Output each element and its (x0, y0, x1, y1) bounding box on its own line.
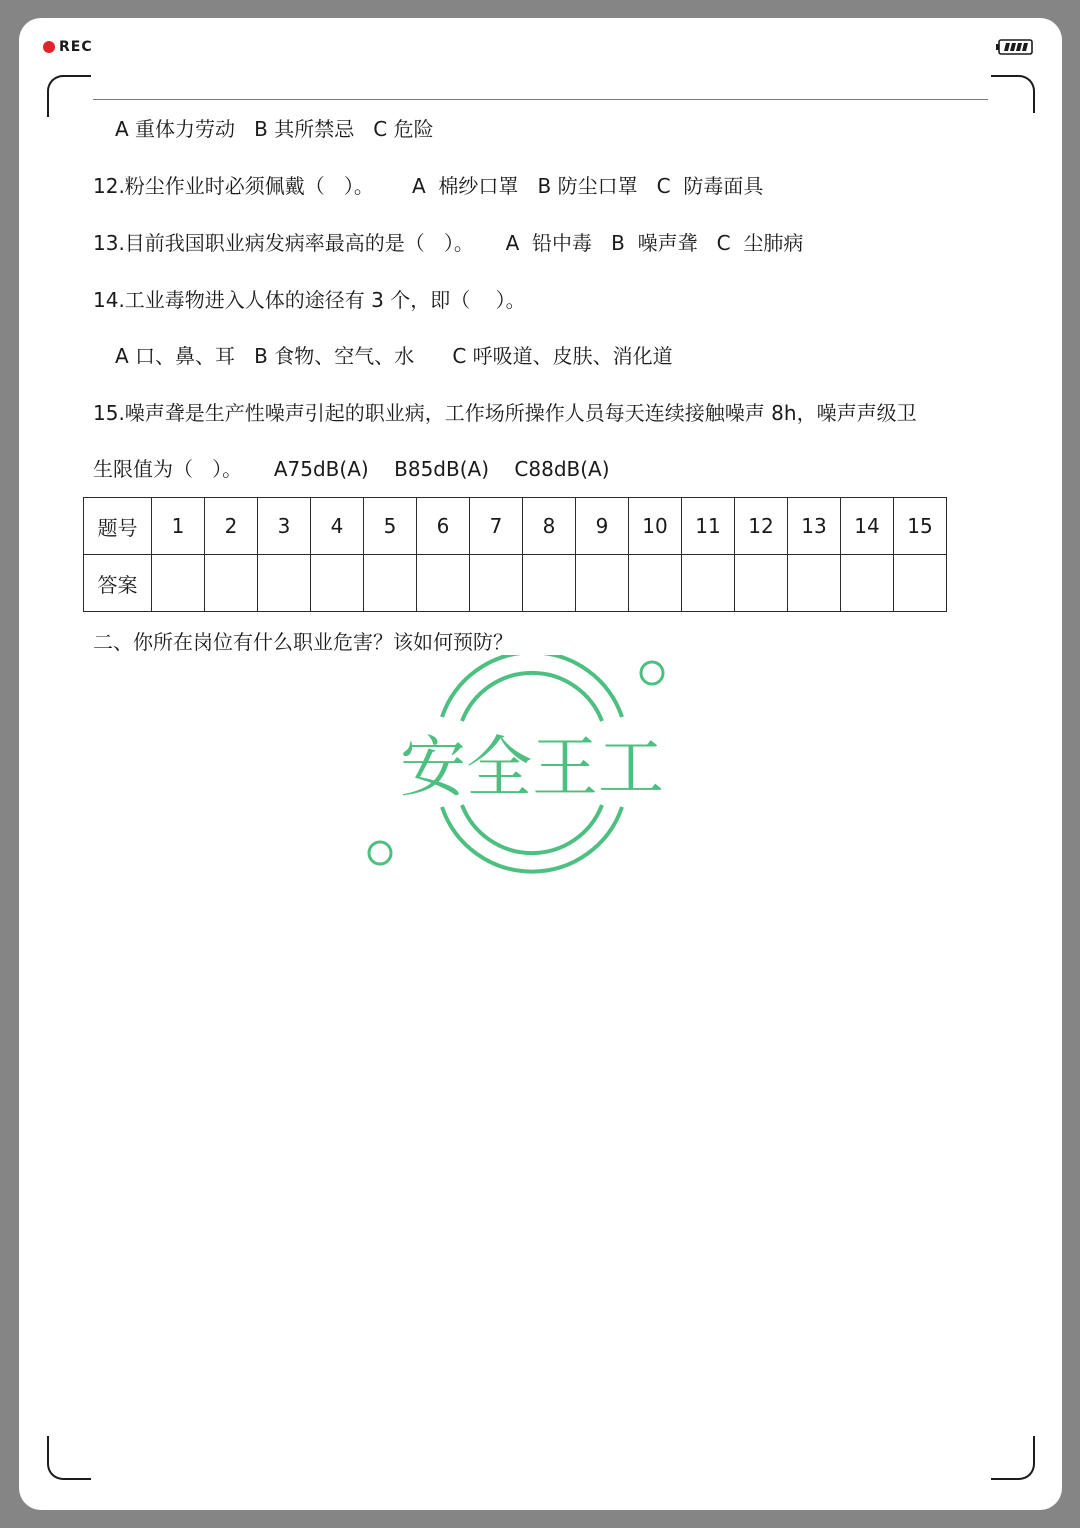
question-number-cell: 6 (417, 498, 470, 555)
viewfinder-corner-top-left (47, 75, 91, 117)
answer-cell (576, 555, 629, 612)
question-15-line1: 15.噪声聋是生产性噪声引起的职业病，工作场所操作人员每天连续接触噪声 8h，噪声声级卫 (93, 401, 917, 425)
record-dot-icon (43, 41, 55, 53)
question-number-cell: 7 (470, 498, 523, 555)
question-number-cell: 3 (258, 498, 311, 555)
answer-cell (205, 555, 258, 612)
question-14: 14.工业毒物进入人体的途径有 3 个，即（ ）。 (93, 288, 526, 312)
section-2-title: 二、你所在岗位有什么职业危害？该如何预防？ (93, 630, 513, 654)
question-number-cell: 11 (682, 498, 735, 555)
answer-cell (523, 555, 576, 612)
header-rule (93, 99, 988, 100)
question-number-cell: 2 (205, 498, 258, 555)
viewfinder-corner-top-right (991, 75, 1035, 113)
answer-cell (152, 555, 205, 612)
question-number-cell: 5 (364, 498, 417, 555)
answer-cell (417, 555, 470, 612)
answer-label-cell: 答案 (84, 555, 152, 612)
q14-options: A 口、鼻、耳 B 食物、空气、水 C 呼吸道、皮肤、消化道 (115, 344, 673, 368)
question-number-cell: 15 (894, 498, 947, 555)
viewfinder-corner-bottom-right (991, 1436, 1035, 1480)
question-number-cell: 9 (576, 498, 629, 555)
stamp-text: 安全王工 (400, 729, 664, 806)
watermark-stamp (362, 655, 692, 875)
answer-cell (894, 555, 947, 612)
answer-cell (841, 555, 894, 612)
table-row-numbers (84, 498, 947, 555)
recording-indicator (43, 38, 93, 56)
question-13: 13.目前我国职业病发病率最高的是（ ）。 A 铅中毒 B 噪声聋 C 尘肺病 (93, 231, 804, 255)
q11-options: A 重体力劳动 B 其所禁忌 C 危险 (115, 117, 434, 141)
table-row-answers (84, 555, 947, 612)
answer-cell (470, 555, 523, 612)
rec-label: REC (59, 39, 93, 55)
question-number-cell: 13 (788, 498, 841, 555)
viewfinder-corner-bottom-left (47, 1436, 91, 1480)
answer-cell (311, 555, 364, 612)
answer-cell (682, 555, 735, 612)
answer-cell (364, 555, 417, 612)
question-number-cell: 10 (629, 498, 682, 555)
question-number-cell: 4 (311, 498, 364, 555)
question-12: 12.粉尘作业时必须佩戴（ ）。 A 棉纱口罩 B 防尘口罩 C 防毒面具 (93, 174, 764, 198)
answer-cell (629, 555, 682, 612)
answer-cell (735, 555, 788, 612)
question-15-line2: 生限值为（ ）。 A75dB(A) B85dB(A) C88dB(A) (93, 457, 610, 481)
answer-cell (258, 555, 311, 612)
question-number-cell: 1 (152, 498, 205, 555)
question-number-cell: 14 (841, 498, 894, 555)
header-label-cell: 题号 (84, 498, 152, 555)
battery-icon (996, 39, 1034, 55)
question-number-cell: 8 (523, 498, 576, 555)
answer-cell (788, 555, 841, 612)
question-number-cell: 12 (735, 498, 788, 555)
answer-table (83, 497, 947, 612)
